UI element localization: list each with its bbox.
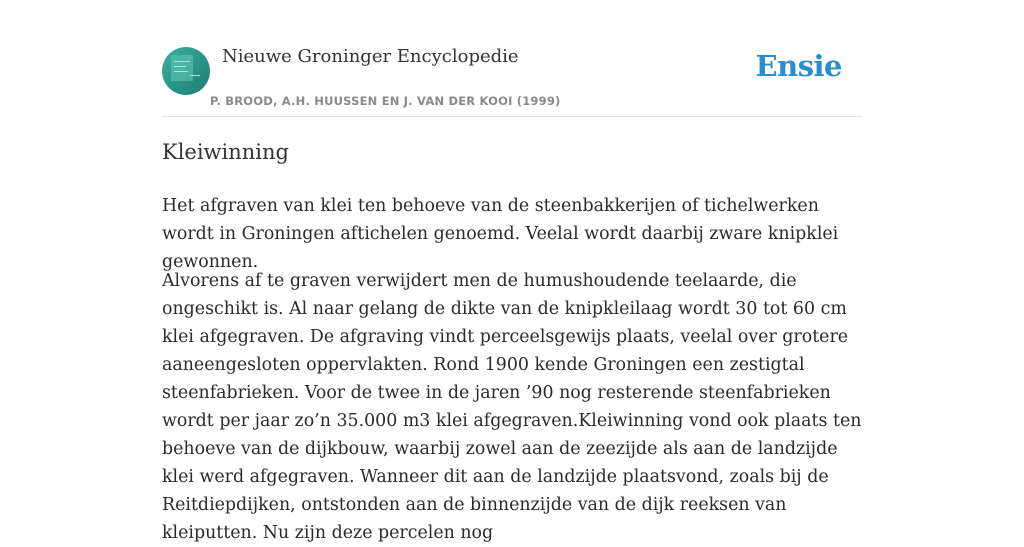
book-cover-image[interactable] [162,47,210,95]
header [162,0,862,117]
page [162,0,862,543]
book-authors: P. BROOD, A.H. HUUSSEN EN J. VAN DER KOOI (1999) [210,94,561,108]
book-cover-panel [171,55,193,81]
ensie-logo[interactable]: Ensie [755,49,842,83]
article-title: Kleiwinning [162,140,289,164]
book-cover-line [174,66,186,67]
article-paragraph: Het afgraven van klei ten behoeve van de steenbakkerijen of tichelwerken wordt in Groningen aftichelen genoemd. Veelal wordt daarbij zware knipklei gewonnen. [162,196,839,272]
article-paragraph: Alvorens af te graven verwijdert men de humushoudende teelaarde, die ongeschikt is. Al naar gelang de dikte van de knipkleilaag wordt 30 tot 60 cm klei afgegraven. De afgraving vindt perceelsgewijs plaats, veelal over grotere aaneengesloten oppervlakten. Rond 1900 kende Groningen een zestigtal steenfabrieken. Voor de twee in de jaren ’90 nog resterende steenfabrieken wordt per jaar zo’n 35.000 m3 klei afgegraven.Kleiwinning vond ook plaats ten behoeve van de dijkbouw, waarbij zowel aan de zeezijde als aan de landzijde klei werd afgegraven. Wanneer dit aan de landzijde plaatsvond, zoals bij de Reitdiepdijken, ontstonden aan de binnenzijde van de dijk reeksen van kleiputten. Nu zijn deze percelen nog [162,271,862,543]
book-cover-line [174,71,188,72]
book-cover-line [174,61,190,62]
book-title-link[interactable]: Nieuwe Groninger Encyclopedie [222,46,519,67]
book-cover-line [190,75,200,76]
